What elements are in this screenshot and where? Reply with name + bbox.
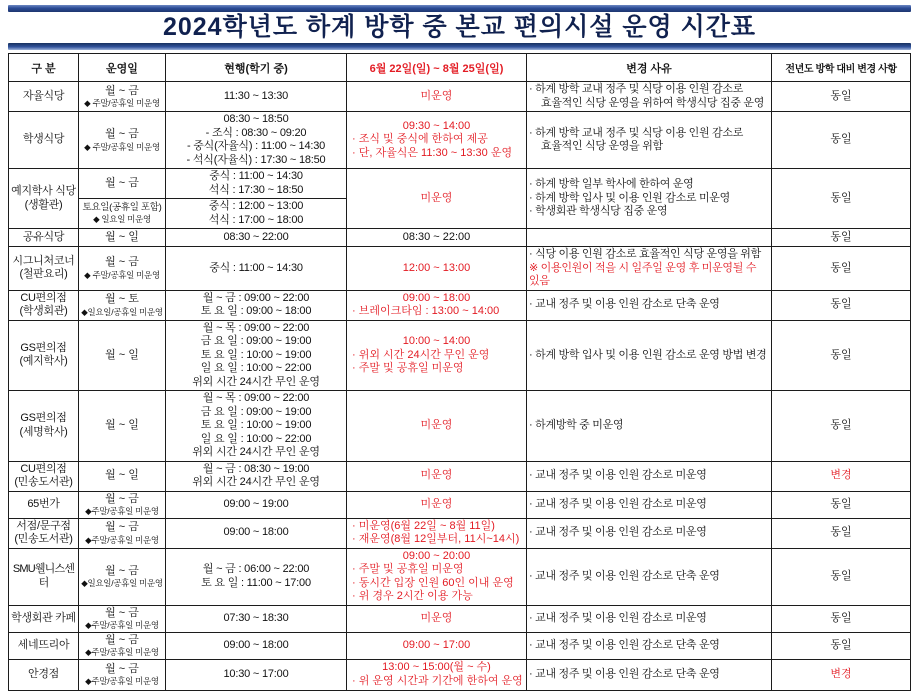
- change-reason: · 하계 방학 교내 정주 및 식당 이용 인원 감소로 효율적인 식당 운영을 위하여 학생식당 집중 운영: [527, 82, 772, 112]
- facility-name: CU편의점 (민송도서관): [9, 461, 79, 491]
- table-row: [9, 548, 911, 605]
- title-block: [8, 5, 911, 50]
- table-row: [9, 491, 911, 518]
- current-hours: 07:30 ~ 18:30: [166, 605, 347, 632]
- prev-change-status: 동일: [772, 169, 911, 229]
- change-reason: · 교내 정주 및 이용 인원 감소로 미운영: [527, 461, 772, 491]
- change-reason: · 식당 이용 인원 감소로 효율적인 식당 운영을 위함 ※ 이용인원이 적을 시 일주일 운영 후 미운영될 수 있음: [527, 247, 772, 291]
- prev-change-status: 동일: [772, 632, 911, 659]
- operating-days: 월 ~ 금 ◆주말/공휴일 미운영: [79, 491, 166, 518]
- current-hours: 중식 : 11:00 ~ 14:30 석식 : 17:30 ~ 18:50: [166, 169, 347, 199]
- change-reason: · 교내 정주 및 이용 인원 감소로 단축 운영: [527, 659, 772, 690]
- change-reason: · 하계 방학 입사 및 이용 인원 감소로 운영 방법 변경: [527, 320, 772, 391]
- table-row: [9, 320, 911, 391]
- operating-days: 월 ~ 금 ◆주말/공휴일 미운영: [79, 659, 166, 690]
- facility-name: 서점/문구점 (민송도서관): [9, 518, 79, 548]
- current-hours: 월 ~ 목 : 09:00 ~ 22:00 금 요 일 : 09:00 ~ 19:00 토 요 일 : 10:00 ~ 19:00 일 요 일 : 10:00 ~ 22:00 위외 시간 24시간 무인 운영: [166, 320, 347, 391]
- table-row: [9, 659, 911, 690]
- operating-days: 월 ~ 금 ◆ 주말/공휴일 미운영: [79, 82, 166, 112]
- vacation-hours: 09:00 ~ 18:00 · 브레이크타임 : 13:00 ~ 14:00: [347, 290, 527, 320]
- table-row: [9, 605, 911, 632]
- prev-change-status: 동일: [772, 82, 911, 112]
- current-hours: 월 ~ 목 : 09:00 ~ 22:00 금 요 일 : 09:00 ~ 19:00 토 요 일 : 10:00 ~ 19:00 일 요 일 : 10:00 ~ 22:00 위외 시간 24시간 무인 운영: [166, 391, 347, 462]
- operating-days: 월 ~ 금 ◆ 주말/공휴일 미운영: [79, 247, 166, 291]
- facility-name: SMU웰니스센터: [9, 548, 79, 605]
- current-hours: 월 ~ 금 : 06:00 ~ 22:00 토 요 일 : 11:00 ~ 17:00: [166, 548, 347, 605]
- table-row: [9, 461, 911, 491]
- schedule-table: [8, 53, 911, 691]
- operating-days: 토요일(공휴일 포함) ◆ 일요일 미운영: [79, 199, 166, 229]
- vacation-hours: 미운영: [347, 491, 527, 518]
- vacation-hours: 미운영: [347, 605, 527, 632]
- change-reason: · 교내 정주 및 이용 인원 감소로 미운영: [527, 605, 772, 632]
- vacation-hours: 미운영: [347, 169, 527, 229]
- operating-days: 월 ~ 일: [79, 391, 166, 462]
- change-reason: · 교내 정주 및 이용 인원 감소로 단축 운영: [527, 548, 772, 605]
- prev-change-status: 동일: [772, 518, 911, 548]
- table-header-row: [9, 54, 911, 82]
- operating-days: 월 ~ 일: [79, 320, 166, 391]
- operating-days: 월 ~ 금 ◆주말/공휴일 미운영: [79, 518, 166, 548]
- facility-name: CU편의점 (학생회관): [9, 290, 79, 320]
- current-hours: 08:30 ~ 18:50 - 조식 : 08:30 ~ 09:20 - 중식(자율식) : 11:00 ~ 14:30 - 석식(자율식) : 17:30 ~ 18:50: [166, 112, 347, 169]
- facility-name: 자율식당: [9, 82, 79, 112]
- vacation-hours: 09:00 ~ 17:00: [347, 632, 527, 659]
- prev-change-status: 동일: [772, 247, 911, 291]
- vacation-hours: 09:30 ~ 14:00 · 조식 및 중식에 한하여 제공 · 단, 자율식은 11:30 ~ 13:30 운영: [347, 112, 527, 169]
- facility-name: 예지학사 식당 (생활관): [9, 169, 79, 229]
- prev-change-status: 동일: [772, 605, 911, 632]
- prev-change-status: 동일: [772, 491, 911, 518]
- current-hours: 09:00 ~ 19:00: [166, 491, 347, 518]
- current-hours: 11:30 ~ 13:30: [166, 82, 347, 112]
- title-bar-top: [8, 5, 911, 12]
- operating-days: 월 ~ 일: [79, 461, 166, 491]
- current-hours: 중식 : 11:00 ~ 14:30: [166, 247, 347, 291]
- current-hours: 08:30 ~ 22:00: [166, 229, 347, 247]
- header-operating-days: 운영일: [79, 54, 166, 82]
- page-title: 2024학년도 하계 방학 중 본교 편의시설 운영 시간표: [162, 13, 757, 41]
- vacation-hours: 미운영: [347, 461, 527, 491]
- header-change-reason: 변경 사유: [527, 54, 772, 82]
- change-reason: · 교내 정주 및 이용 인원 감소로 단축 운영: [527, 632, 772, 659]
- current-hours: 중식 : 12:00 ~ 13:00 석식 : 17:00 ~ 18:00: [166, 199, 347, 229]
- operating-days: 월 ~ 금 ◆주말/공휴일 미운영: [79, 605, 166, 632]
- change-reason: · 교내 정주 및 이용 인원 감소로 단축 운영: [527, 290, 772, 320]
- table-row: [9, 112, 911, 169]
- prev-change-status: 동일: [772, 391, 911, 462]
- facility-name: 안경점: [9, 659, 79, 690]
- header-prev-year-change: 전년도 방학 대비 변경 사항: [772, 54, 911, 82]
- vacation-hours: 미운영: [347, 391, 527, 462]
- facility-name: 65번가: [9, 491, 79, 518]
- vacation-hours: 10:00 ~ 14:00 · 위외 시간 24시간 무인 운영 · 주말 및 공휴일 미운영: [347, 320, 527, 391]
- header-current-hours: 현행(학기 중): [166, 54, 347, 82]
- change-reason: · 하계 방학 교내 정주 및 식당 이용 인원 감소로 효율적인 식당 운영을 위함: [527, 112, 772, 169]
- change-reason: [527, 229, 772, 247]
- table-row: [9, 82, 911, 112]
- vacation-hours: 12:00 ~ 13:00: [347, 247, 527, 291]
- facility-name: 공유식당: [9, 229, 79, 247]
- change-reason: · 하계 방학 일부 학사에 한하여 운영 · 하계 방학 입사 및 이용 인원 감소로 미운영 · 학생회관 학생식당 집중 운영: [527, 169, 772, 229]
- prev-change-status: 동일: [772, 290, 911, 320]
- prev-change-status: 변경: [772, 659, 911, 690]
- operating-days: 월 ~ 금 ◆주말/공휴일 미운영: [79, 632, 166, 659]
- facility-name: 세네뜨리아: [9, 632, 79, 659]
- prev-change-status: 동일: [772, 548, 911, 605]
- operating-days: 월 ~ 토 ◆일요일/공휴일 미운영: [79, 290, 166, 320]
- header-vacation-period: 6월 22일(일) ~ 8월 25일(일): [347, 54, 527, 82]
- table-row: [9, 632, 911, 659]
- vacation-hours: 08:30 ~ 22:00: [347, 229, 527, 247]
- prev-change-status: 동일: [772, 112, 911, 169]
- vacation-hours: 09:00 ~ 20:00 · 주말 및 공휴일 미운영 · 동시간 입장 인원 60인 이내 운영 · 위 경우 2시간 이용 가능: [347, 548, 527, 605]
- current-hours: 10:30 ~ 17:00: [166, 659, 347, 690]
- prev-change-status: 동일: [772, 229, 911, 247]
- current-hours: 월 ~ 금 : 09:00 ~ 22:00 토 요 일 : 09:00 ~ 18:00: [166, 290, 347, 320]
- title-bar-bottom: [8, 43, 911, 50]
- operating-days: 월 ~ 금 ◆ 주말/공휴일 미운영: [79, 112, 166, 169]
- table-row: [9, 290, 911, 320]
- prev-change-status: 변경: [772, 461, 911, 491]
- table-row: [9, 518, 911, 548]
- operating-days: 월 ~ 일: [79, 229, 166, 247]
- facility-name: 학생식당: [9, 112, 79, 169]
- change-reason: · 하계방학 중 미운영: [527, 391, 772, 462]
- vacation-hours: 미운영: [347, 82, 527, 112]
- operating-days: 월 ~ 금 ◆일요일/공휴일 미운영: [79, 548, 166, 605]
- table-row: [9, 247, 911, 291]
- header-category: 구 분: [9, 54, 79, 82]
- facility-name: GS편의점 (세명학사): [9, 391, 79, 462]
- vacation-hours: 13:00 ~ 15:00(월 ~ 수) · 위 운영 시간과 기간에 한하여 운영: [347, 659, 527, 690]
- table-row: [9, 169, 911, 199]
- table-row: [9, 391, 911, 462]
- operating-days: 월 ~ 금: [79, 169, 166, 199]
- facility-name: 학생회관 카페: [9, 605, 79, 632]
- table-row: [9, 229, 911, 247]
- prev-change-status: 동일: [772, 320, 911, 391]
- current-hours: 09:00 ~ 18:00: [166, 632, 347, 659]
- change-reason: · 교내 정주 및 이용 인원 감소로 미운영: [527, 491, 772, 518]
- vacation-hours: · 미운영(6월 22일 ~ 8월 11일) · 재운영(8월 12일부터, 11시~14시): [347, 518, 527, 548]
- facility-name: 시그니처코너 (철판요리): [9, 247, 79, 291]
- current-hours: 09:00 ~ 18:00: [166, 518, 347, 548]
- current-hours: 월 ~ 금 : 08:30 ~ 19:00 위외 시간 24시간 무인 운영: [166, 461, 347, 491]
- change-reason: · 교내 정주 및 이용 인원 감소로 미운영: [527, 518, 772, 548]
- facility-name: GS편의점 (예지학사): [9, 320, 79, 391]
